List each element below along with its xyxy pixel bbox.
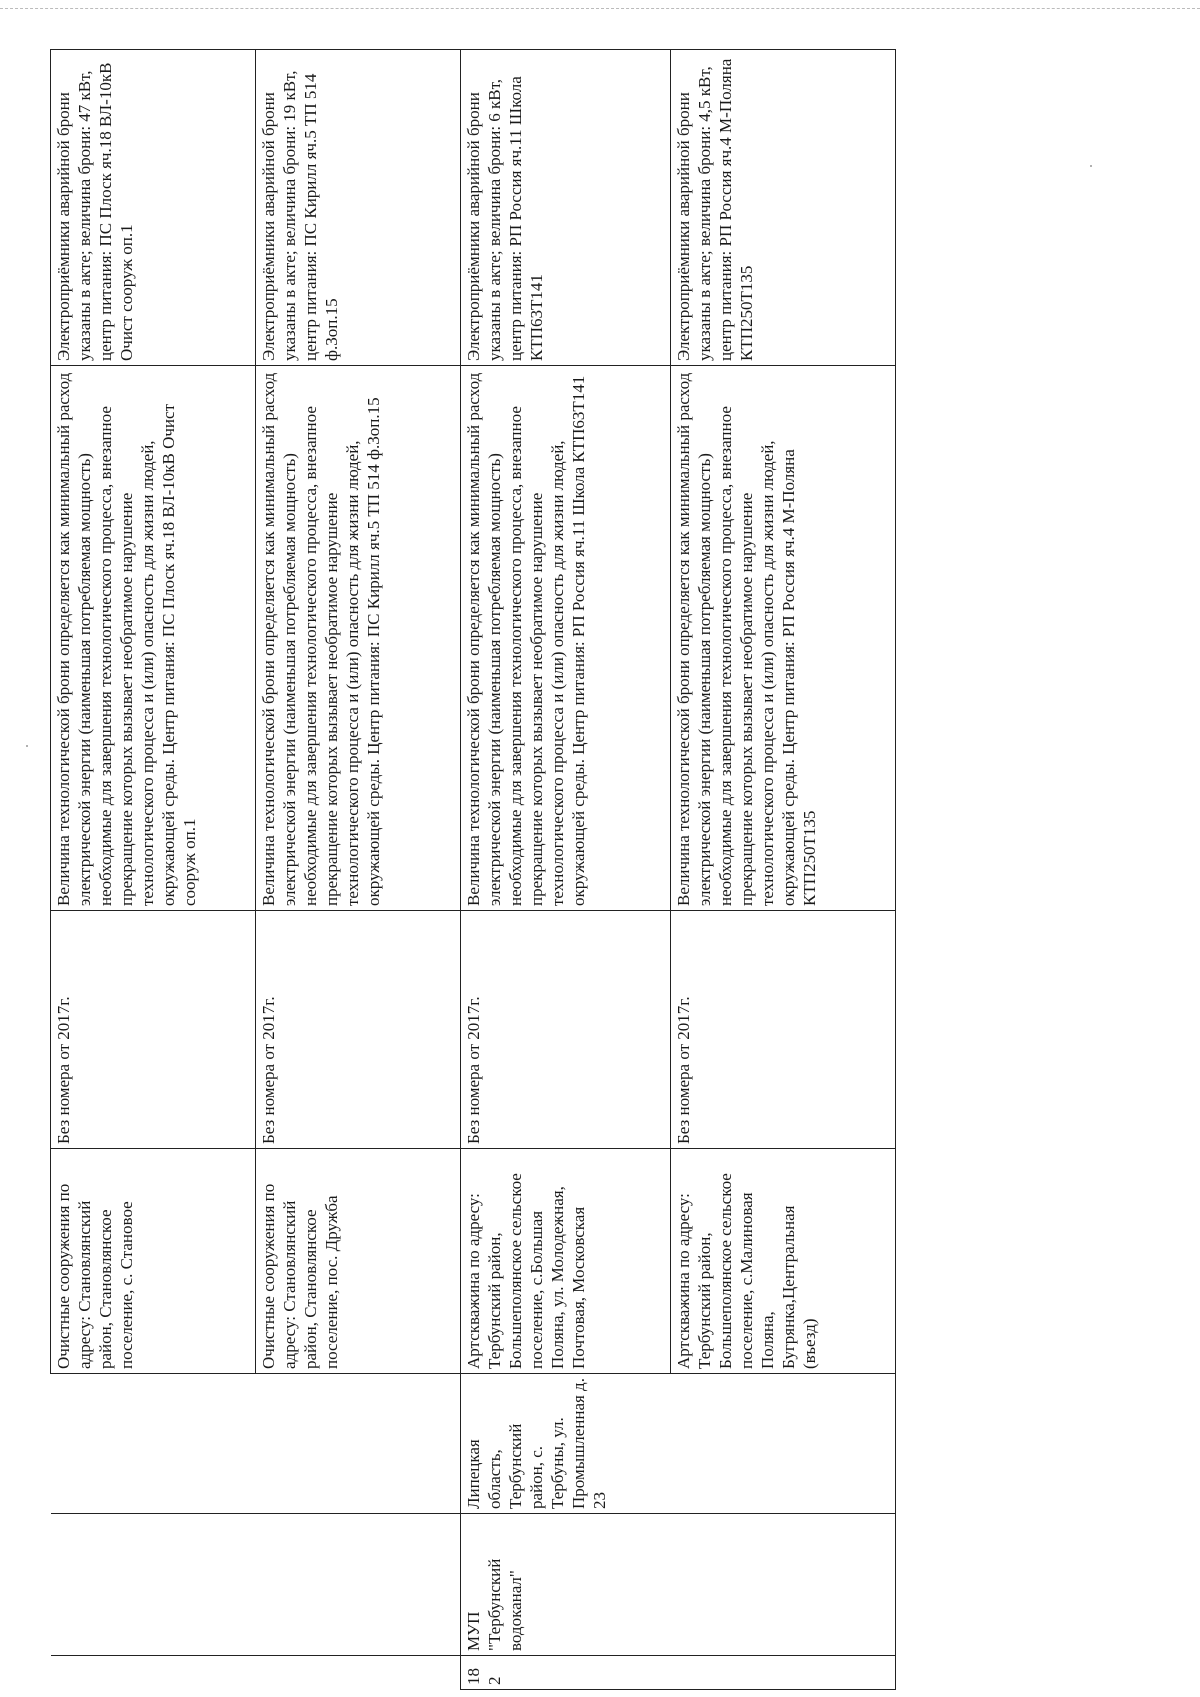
- row-number: [256, 1656, 461, 1690]
- emergency-reserve-text: Электроприёмники аварийной брони указаны в акте; величина брони: 19 кВт, центр питания: ПС Кирилл яч.5 ТП 514 ф.3оп.15: [256, 50, 461, 366]
- table-row: [51, 50, 256, 1690]
- tech-reserve-text: Величина технологической брони определяется как минимальный расход электрической энергии (наименьшая потребляемая мощность) необходимые для завершения технологического процесса, внезапное прекращение которых вызывает необратимое нарушение технологического процесса и (или) опасность для жизни людей, окружающей среды. Центр питания: РП Россия яч.4 М-Поляна КТП250Т135: [671, 366, 896, 911]
- tech-reserve-text: Величина технологической брони определяется как минимальный расход электрической энергии (наименьшая потребляемая мощность) необходимые для завершения технологического процесса, внезапное прекращение которых вызывает необратимое нарушение технологического процесса и (или) опасность для жизни людей, окружающей среды. Центр питания: РП Россия яч.11 Школа КТП63Т141: [461, 366, 671, 911]
- rotated-page: [50, 50, 970, 1690]
- tech-reserve-text: Величина технологической брони определяется как минимальный расход электрической энергии (наименьшая потребляемая мощность) необходимые для завершения технологического процесса, внезапное прекращение которых вызывает необратимое нарушение технологического процесса и (или) опасность для жизни людей, окружающей среды. Центр питания: ПС Кирилл яч.5 ТП 514 ф.3оп.15: [256, 366, 461, 911]
- emergency-reserve-text: Электроприёмники аварийной брони указаны в акте; величина брони: 47 кВт, центр питания: ПС Плоск яч.18 ВЛ-10кВ Очист сооруж оп.1: [51, 50, 256, 366]
- object-address: Артскважина по адресу: Тербунский район, Большеполянское сельское поселение, с.Большая Поляна, ул. Молодежная, Почтовая, Московская: [461, 1149, 671, 1374]
- act-info: Без номера от 2017г.: [461, 911, 671, 1149]
- organization: МУП "Тербунский водоканал": [461, 1514, 896, 1656]
- reserve-table: [50, 49, 896, 1690]
- row-number: 182: [461, 1656, 896, 1690]
- act-info: Без номера от 2017г.: [671, 911, 896, 1149]
- scan-speck: [26, 745, 28, 747]
- scan-speck: [1090, 165, 1092, 167]
- organization: [51, 1514, 256, 1656]
- table-row: [461, 50, 671, 1690]
- organization-address: Липецкая область, Тербунский район, с. Тербуны, ул. Промышленная д. 23: [461, 1374, 896, 1514]
- act-info: Без номера от 2017г.: [256, 911, 461, 1149]
- object-address: Артскважина по адресу: Тербунский район, Большеполянское сельское поселение, с.Малиновая Поляна, Бугрянка,Центральная (въезд): [671, 1149, 896, 1374]
- organization-address: [51, 1374, 256, 1514]
- tech-reserve-text: Величина технологической брони определяется как минимальный расход электрической энергии (наименьшая потребляемая мощность) необходимые для завершения технологического процесса, внезапное прекращение которых вызывает необратимое нарушение технологического процесса и (или) опасность для жизни людей, окружающей среды. Центр питания: ПС Плоск яч.18 ВЛ-10кВ Очист сооруж оп.1: [51, 366, 256, 911]
- emergency-reserve-text: Электроприёмники аварийной брони указаны в акте; величина брони: 6 кВт, центр питания: РП Россия яч.11 Школа КТП63Т141: [461, 50, 671, 366]
- row-number: [51, 1656, 256, 1690]
- object-address: Очистные сооружения по адресу: Становлянский район, Становлянское поселение, с. Становое: [51, 1149, 256, 1374]
- organization: [256, 1514, 461, 1656]
- table-row: [256, 50, 461, 1690]
- organization-address: [256, 1374, 461, 1514]
- emergency-reserve-text: Электроприёмники аварийной брони указаны в акте; величина брони: 4,5 кВт, центр питания: РП Россия яч.4 М-Поляна КТП250Т135: [671, 50, 896, 366]
- scan-top-edge: [0, 8, 1200, 9]
- act-info: Без номера от 2017г.: [51, 911, 256, 1149]
- object-address: Очистные сооружения по адресу: Становлянский район, Становлянское поселение, пос. Дружба: [256, 1149, 461, 1374]
